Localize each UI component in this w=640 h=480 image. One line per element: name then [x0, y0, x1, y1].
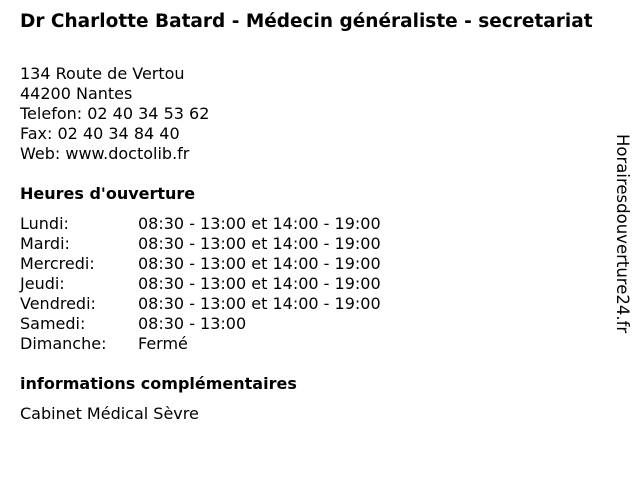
opening-hours-heading: Heures d'ouverture — [20, 184, 196, 203]
day-hours: 08:30 - 13:00 et 14:00 - 19:00 — [138, 274, 381, 293]
day-hours: 08:30 - 13:00 et 14:00 - 19:00 — [138, 294, 381, 313]
additional-info-text: Cabinet Médical Sèvre — [20, 404, 199, 423]
phone-number: Telefon: 02 40 34 53 62 — [20, 104, 210, 123]
address-city: 44200 Nantes — [20, 84, 133, 103]
page-title: Dr Charlotte Batard - Médecin généraliste - secretariat — [20, 11, 593, 32]
day-label: Vendredi: — [20, 294, 96, 313]
address-street: 134 Route de Vertou — [20, 64, 185, 83]
day-hours: 08:30 - 13:00 et 14:00 - 19:00 — [138, 254, 381, 273]
day-hours: Fermé — [138, 334, 188, 353]
additional-info-heading: informations complémentaires — [20, 374, 297, 393]
day-label: Samedi: — [20, 314, 86, 333]
day-hours: 08:30 - 13:00 et 14:00 - 19:00 — [138, 214, 381, 233]
day-label: Jeudi: — [20, 274, 65, 293]
site-watermark: Horairesdouverture24.fr — [613, 134, 632, 334]
website: Web: www.doctolib.fr — [20, 144, 190, 163]
day-label: Lundi: — [20, 214, 69, 233]
day-hours: 08:30 - 13:00 et 14:00 - 19:00 — [138, 234, 381, 253]
day-label: Mardi: — [20, 234, 70, 253]
day-label: Mercredi: — [20, 254, 95, 273]
contact-block — [20, 64, 209, 164]
day-hours: 08:30 - 13:00 — [138, 314, 247, 333]
fax-number: Fax: 02 40 34 84 40 — [20, 124, 180, 143]
day-label: Dimanche: — [20, 334, 107, 353]
